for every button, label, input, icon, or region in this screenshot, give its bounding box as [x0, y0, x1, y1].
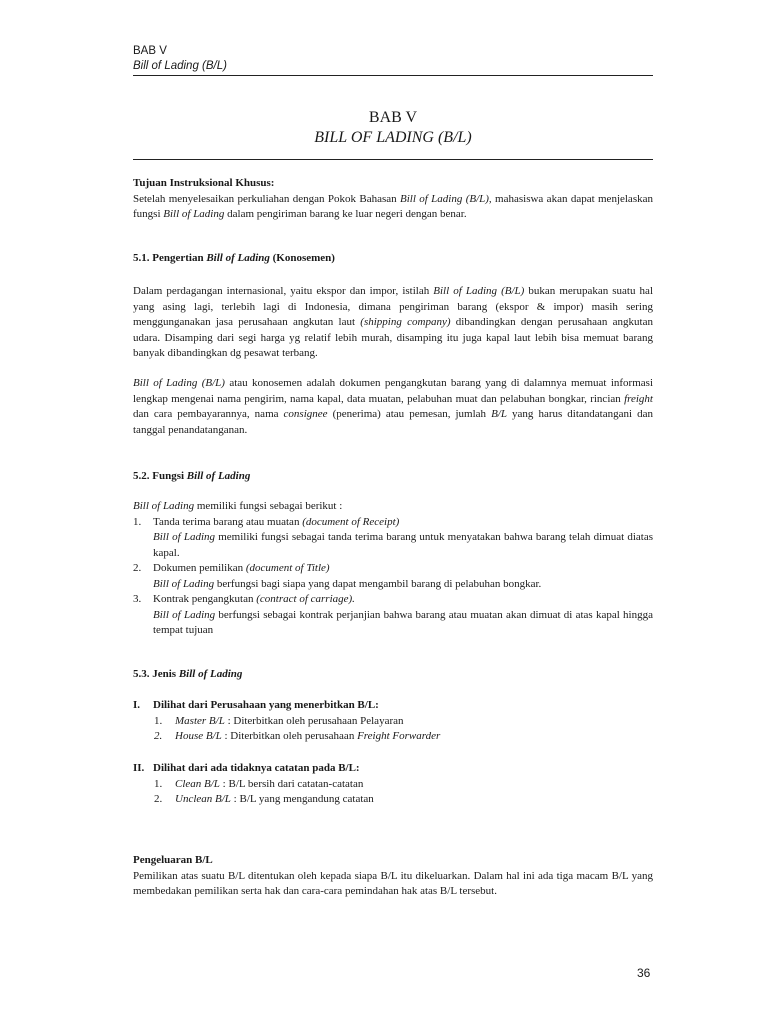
type-item: 2. Unclean B/L : B/L yang mengandung catatan [154, 793, 374, 805]
header-rule [133, 75, 653, 76]
objectives-text: Setelah menyelesaikan perkuliahan dengan Pokok Bahasan Bill of Lading (B/L), mahasiswa akan dapat menjelaskan fungsi Bill of Lading dalam pengiriman barang ke luar negeri dengan benar. [133, 192, 653, 220]
type-item: 1. Master B/L : Diterbitkan oleh perusahaan Pelayaran [154, 714, 404, 727]
section-5-1-heading: 5.1. Pengertian Bill of Lading (Konosemen) [133, 252, 335, 264]
objectives-heading: Tujuan Instruksional Khusus: [133, 177, 275, 189]
issuance-heading: Pengeluaran B/L [133, 854, 213, 866]
category-heading: I. Dilihat dari Perusahaan yang menerbitkan B/L: [133, 699, 379, 711]
section-5-3-heading: 5.3. Jenis Bill of Lading [133, 668, 243, 680]
objectives-section [133, 176, 653, 223]
type-item: 1. Clean B/L : B/L bersih dari catatan-catatan [154, 777, 364, 790]
section-5-2-heading: 5.2. Fungsi Bill of Lading [133, 470, 251, 482]
functions-intro: Bill of Lading memiliki fungsi sebagai berikut : [133, 500, 343, 512]
chapter-title [133, 108, 653, 148]
page-number: 36 [637, 966, 651, 980]
issuance-section [133, 853, 653, 900]
type-item: 2. House B/L : Diterbitkan oleh perusahaan Freight Forwarder [154, 730, 441, 742]
bl-types-by-issuer [133, 698, 653, 745]
section-5-1-para-2: Bill of Lading (B/L) atau konosemen adalah dokumen pengangkutan barang yang di dalamnya memuat informasi lengkap mengenai nama pengirim, nama kapal, data muatan, pelabuhan muat dan pelabuhan bongkar, rincian freight dan cara pembayarannya, nama consignee (penerima) atau pemesan, jumlah B/L yang harus ditandatangani dan tanggal penandatanganan. [133, 377, 654, 436]
header-chapter-title: Bill of Lading (B/L) [133, 60, 227, 72]
function-item: 1. Tanda terima barang atau muatan (document of Receipt) Bill of Lading memiliki fungsi sebagai tanda terima barang untuk menyatakan bahwa barang telah dimuat diatas kapal. [133, 515, 654, 559]
function-item: 2. Dokumen pemilikan (document of Title) Bill of Lading berfungsi bagi siapa yang dapat mengambil barang di pelabuhan bongkar. [133, 562, 542, 590]
section-5-2-list [133, 499, 653, 639]
title-rule [133, 159, 653, 160]
issuance-text: Pemilikan atas suatu B/L ditentukan oleh kepada siapa B/L itu dikeluarkan. Dalam hal ini ada tiga macam B/L yang membedakan pemilikan serta hak dan cara-cara pemindahan hak atas B/L tersebut. [133, 869, 653, 897]
header-chapter: BAB V [133, 45, 167, 57]
chapter-name: BILL OF LADING (B/L) [314, 129, 472, 146]
bl-types-by-notes [133, 761, 653, 808]
section-5-1-para-1: Dalam perdagangan internasional, yaitu ekspor dan impor, istilah Bill of Lading (B/L) bukan merupakan suatu hal yang asing lagi, terlebih lagi di Indonesia, dimana pengiriman barang (ekspor & impor) masih sering menggunganakan jasa perusahaan angkutan laut (shipping company) dibandingkan dengan perusahaan angkutan udara. Disamping dari segi harga yg relatif lebih murah, disamping itu juga kapal laut lebih bisa memuat barang banyak dibandingkan dg pesawat terbang. [133, 285, 653, 359]
function-item: 3. Kontrak pengangkutan (contract of carriage). Bill of Lading berfungsi sebagai kontrak perjanjian bahwa barang atau muatan akan dimuat di atas kapal hingga tempat tujuan [133, 593, 653, 636]
chapter-number: BAB V [368, 109, 418, 126]
running-header [133, 44, 227, 74]
category-heading: II. Dilihat dari ada tidaknya catatan pada B/L: [133, 762, 360, 774]
